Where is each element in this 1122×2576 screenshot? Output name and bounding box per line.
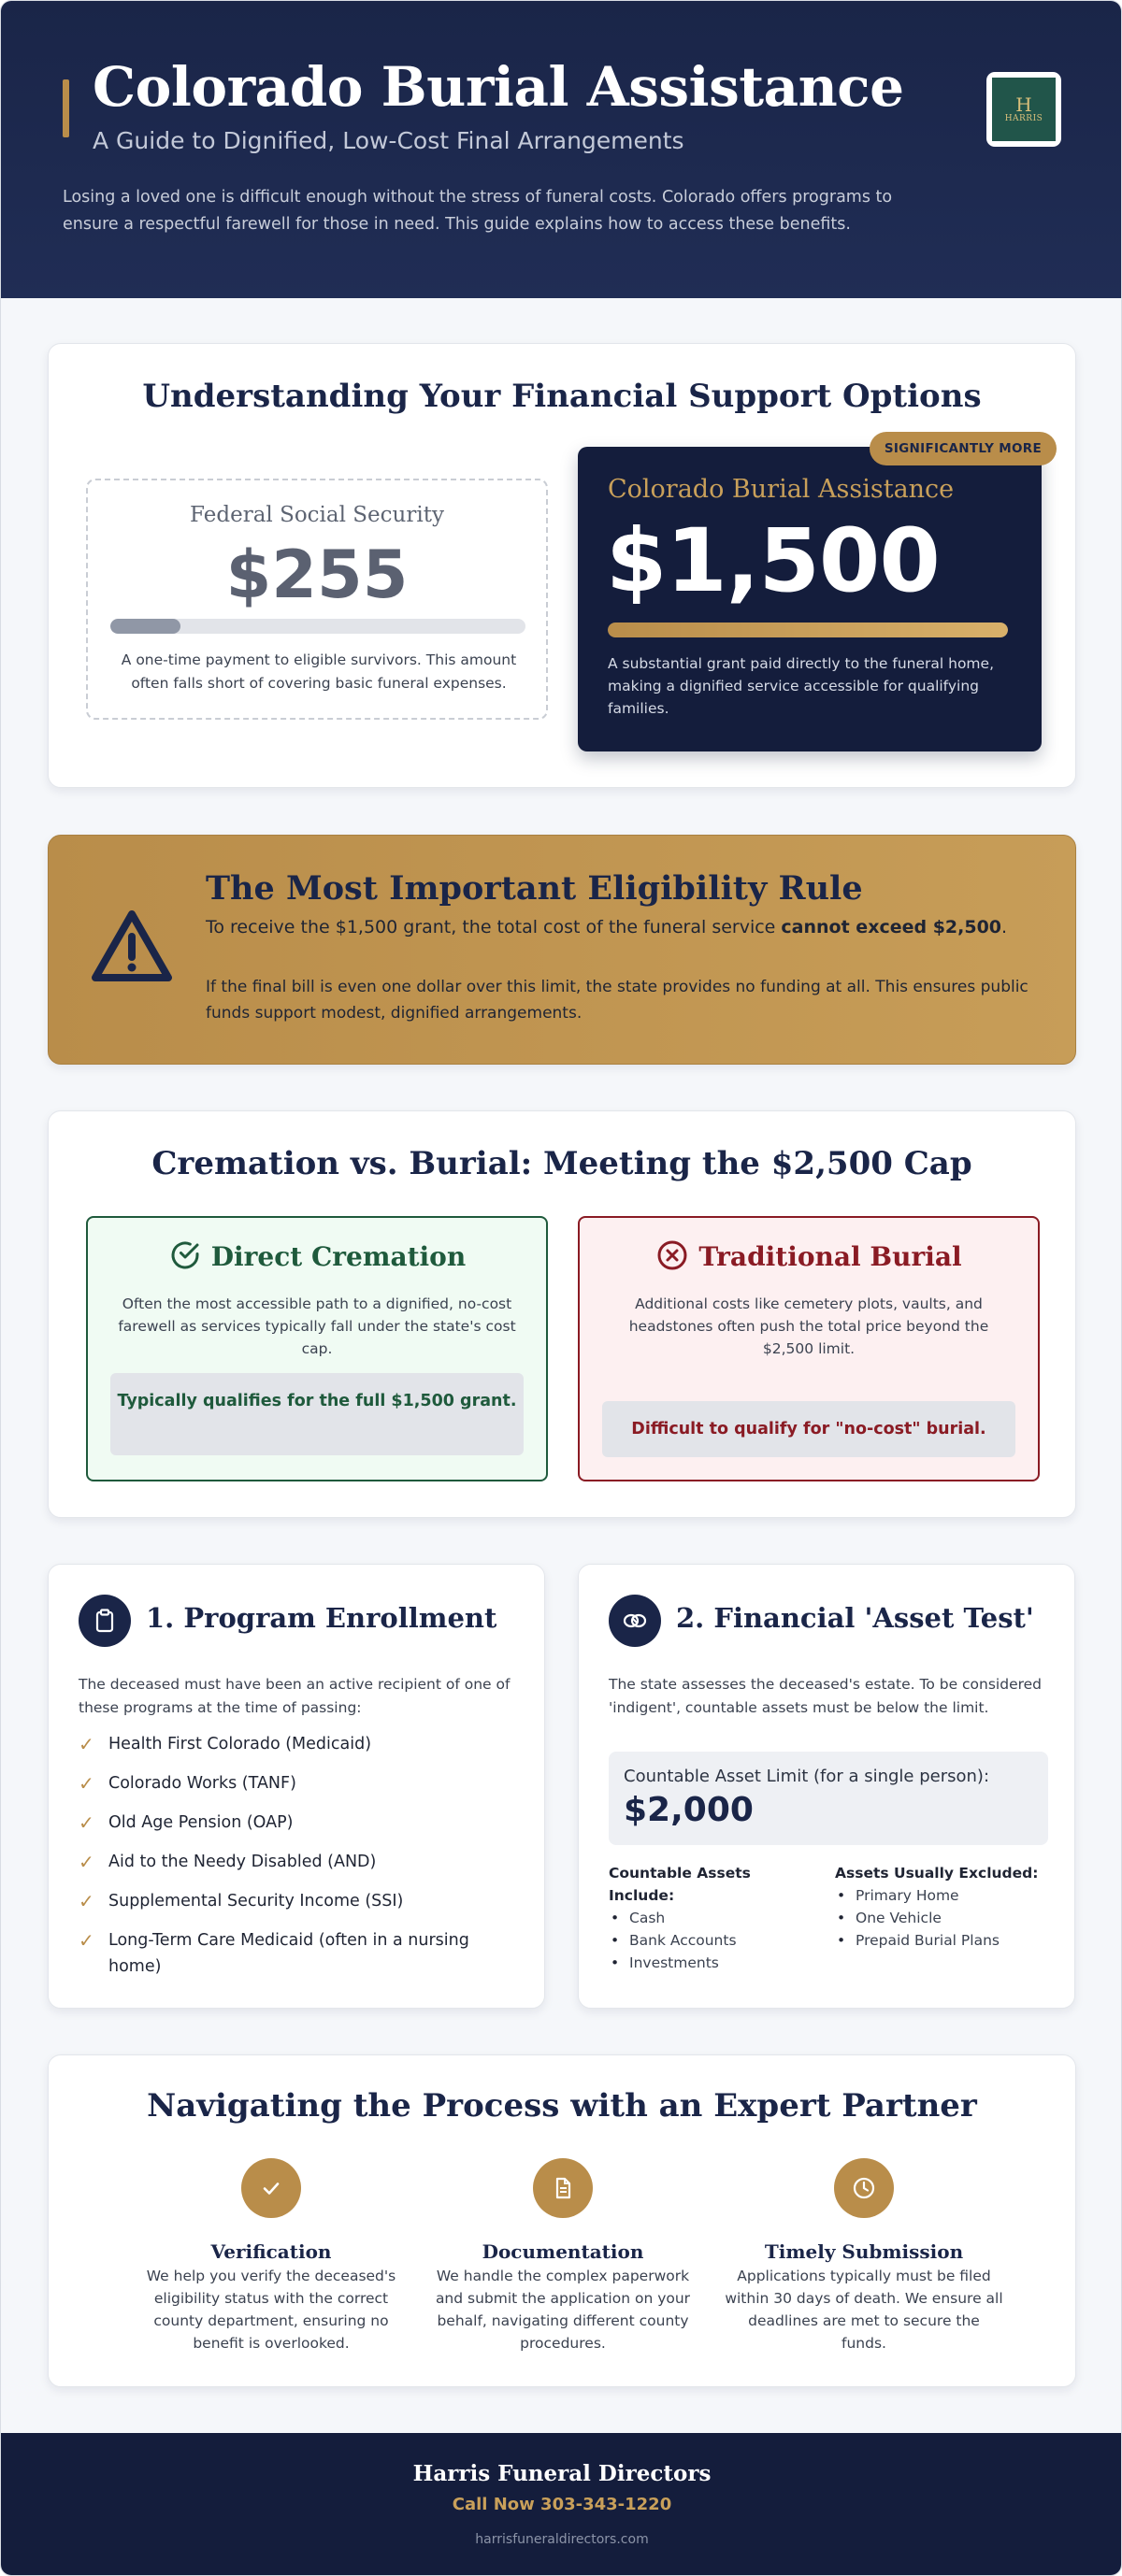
compare-title: Cremation vs. Burial: Meeting the $2,500 Cap [151,1145,972,1182]
list-item: • Cash [609,1907,814,1929]
eligibility-rule-text [206,914,1028,940]
eligibility-title: The Most Important Eligibility Rule [206,869,863,908]
clipboard-icon [79,1595,131,1647]
support-options-section [48,343,1076,788]
company-name: Harris Funeral Directors [412,2461,712,2486]
cremation-vs-burial-section [48,1110,1076,1518]
asset-test-lead: The state assesses the deceased's estate. To be considered 'indigent', countable assets must be below the limit. [609,1676,1043,1716]
cremation-verdict: Typically qualifies for the full $1,500 grant. [110,1373,524,1455]
list-item [79,1927,518,1980]
program-list [79,1731,518,1993]
asset-limit-label: Countable Asset Limit (for a single person): [624,1767,990,1786]
step-title: Timely Submission [764,2240,964,2263]
step-description: We handle the complex paperwork and submit the application on your behalf, navigating different county procedures. [435,2268,691,2352]
coins-icon [609,1595,661,1647]
colorado-amount: $1,500 [606,510,940,612]
program-name: Supplemental Security Income (SSI) [108,1892,404,1911]
asset-test-title: 2. Financial 'Asset Test' [676,1602,1034,1634]
colorado-bar [608,623,1008,637]
title-accent-bar [63,79,69,137]
excluded-assets-heading: Assets Usually Excluded: [835,1865,1039,1882]
enrollment-lead: The deceased must have been an active recipient of one of these programs at the time of passing: [79,1676,511,1716]
enrollment-title: 1. Program Enrollment [146,1602,497,1634]
step-title: Documentation [482,2240,644,2263]
eligibility-rule-cap: cannot exceed $2,500 [781,917,1002,937]
federal-description: A one-time payment to eligible survivors. This amount often falls short of covering basic funeral expenses. [121,651,517,692]
burial-heading [580,1238,1038,1272]
logo-word: HARRIS [1004,114,1043,123]
federal-benefit-box [86,479,548,720]
company-logo [986,72,1061,147]
clock-icon [834,2158,894,2218]
check-icon: ✓ [79,1929,94,1952]
x-circle-icon [655,1238,689,1272]
countable-assets-heading: Countable Assets Include: [609,1865,751,1904]
document-icon [533,2158,593,2218]
burial-description: Additional costs like cemetery plots, vaults, and headstones often push the total price beyond the $2,500 limit. [628,1295,989,1357]
check-icon: ✓ [79,1772,94,1795]
step-description: Applications typically must be filed within 30 days of death. We ensure all deadlines are met to secure the funds. [725,2268,1003,2352]
colorado-bar-fill [608,623,1008,637]
program-name: Health First Colorado (Medicaid) [108,1735,372,1753]
list-item [79,1770,518,1796]
step-verification [131,2158,411,2354]
check-circle-icon [168,1238,202,1272]
colorado-label: Colorado Burial Assistance [608,475,955,504]
footer [1,2433,1122,2576]
check-icon: ✓ [79,1811,94,1834]
eligibility-explanation: If the final bill is even one dollar over this limit, the state provides no funding at all. This ensures public funds support modest, dignified arrangements. [206,978,1028,1023]
website-link[interactable]: harrisfuneraldirectors.com [475,2532,649,2547]
federal-label: Federal Social Security [190,503,444,527]
check-icon: ✓ [79,1851,94,1873]
asset-limit-value: $2,000 [624,1791,754,1829]
colorado-benefit-box [578,441,1042,751]
program-name: Old Age Pension (OAP) [108,1813,294,1832]
direct-cremation-card [86,1216,548,1481]
traditional-burial-card [578,1216,1040,1481]
colorado-description: A substantial grant paid directly to the funeral home, making a dignified service accessible for qualifying families. [608,655,994,717]
cremation-description: Often the most accessible path to a dignified, no-cost farewell as services typically fall under the state's cost cap. [118,1295,516,1357]
list-item: • Investments [609,1952,814,1974]
checkmark-icon [241,2158,301,2218]
step-timely-submission [724,2158,1004,2354]
federal-amount: $255 [225,537,409,613]
step-title: Verification [210,2240,332,2263]
countable-assets [609,1862,814,1974]
call-now-link[interactable]: Call Now 303-343-1220 [452,2495,672,2514]
program-enrollment-card [48,1564,545,2009]
support-title: Understanding Your Financial Support Options [142,378,982,415]
step-documentation [423,2158,703,2354]
cremation-heading [88,1238,546,1272]
program-name: Colorado Works (TANF) [108,1774,296,1793]
list-item: • Bank Accounts [609,1929,814,1952]
asset-test-card [578,1564,1075,2009]
program-name: Aid to the Needy Disabled (AND) [108,1853,377,1871]
excluded-assets [835,1862,1041,1952]
process-title: Navigating the Process with an Expert Partner [147,2087,977,2125]
list-item [79,1731,518,1757]
page-title: Colorado Burial Assistance [93,55,904,119]
intro-text: Losing a loved one is difficult enough without the stress of funeral costs. Colorado offers programs to ensure a respectful farewell for those in need. This guide explains how to access these benefits. [63,188,893,234]
list-item: • Prepaid Burial Plans [835,1929,1041,1952]
warning-icon [90,907,174,985]
page-subtitle: A Guide to Dignified, Low-Cost Final Arrangements [93,127,684,154]
asset-limit-box [609,1752,1048,1845]
step-description: We help you verify the deceased's eligibility status with the correct county department, ensuring no benefit is overlooked. [146,2268,396,2352]
burial-verdict: Difficult to qualify for "no-cost" burial. [602,1401,1015,1457]
list-item: • Primary Home [835,1884,1041,1907]
eligibility-rule-section [48,835,1076,1065]
eligibility-rule-lead: To receive the $1,500 grant, the total cost of the funeral service [206,917,782,937]
list-item [79,1888,518,1914]
eligibility-rule-end: . [1001,917,1008,937]
logo-monogram: H [1015,93,1032,116]
list-item [79,1849,518,1875]
federal-bar-fill [110,619,180,634]
check-icon: ✓ [79,1733,94,1755]
process-section [48,2054,1076,2387]
header [1,1,1122,298]
significantly-more-badge: SIGNIFICANTLY MORE [870,432,1057,465]
list-item [79,1810,518,1836]
cremation-title: Direct Cremation [210,1241,467,1272]
program-name: Long-Term Care Medicaid (often in a nursing home) [108,1931,469,1976]
burial-title: Traditional Burial [698,1241,962,1272]
federal-bar [110,619,525,634]
list-item: • One Vehicle [835,1907,1041,1929]
check-icon: ✓ [79,1890,94,1912]
